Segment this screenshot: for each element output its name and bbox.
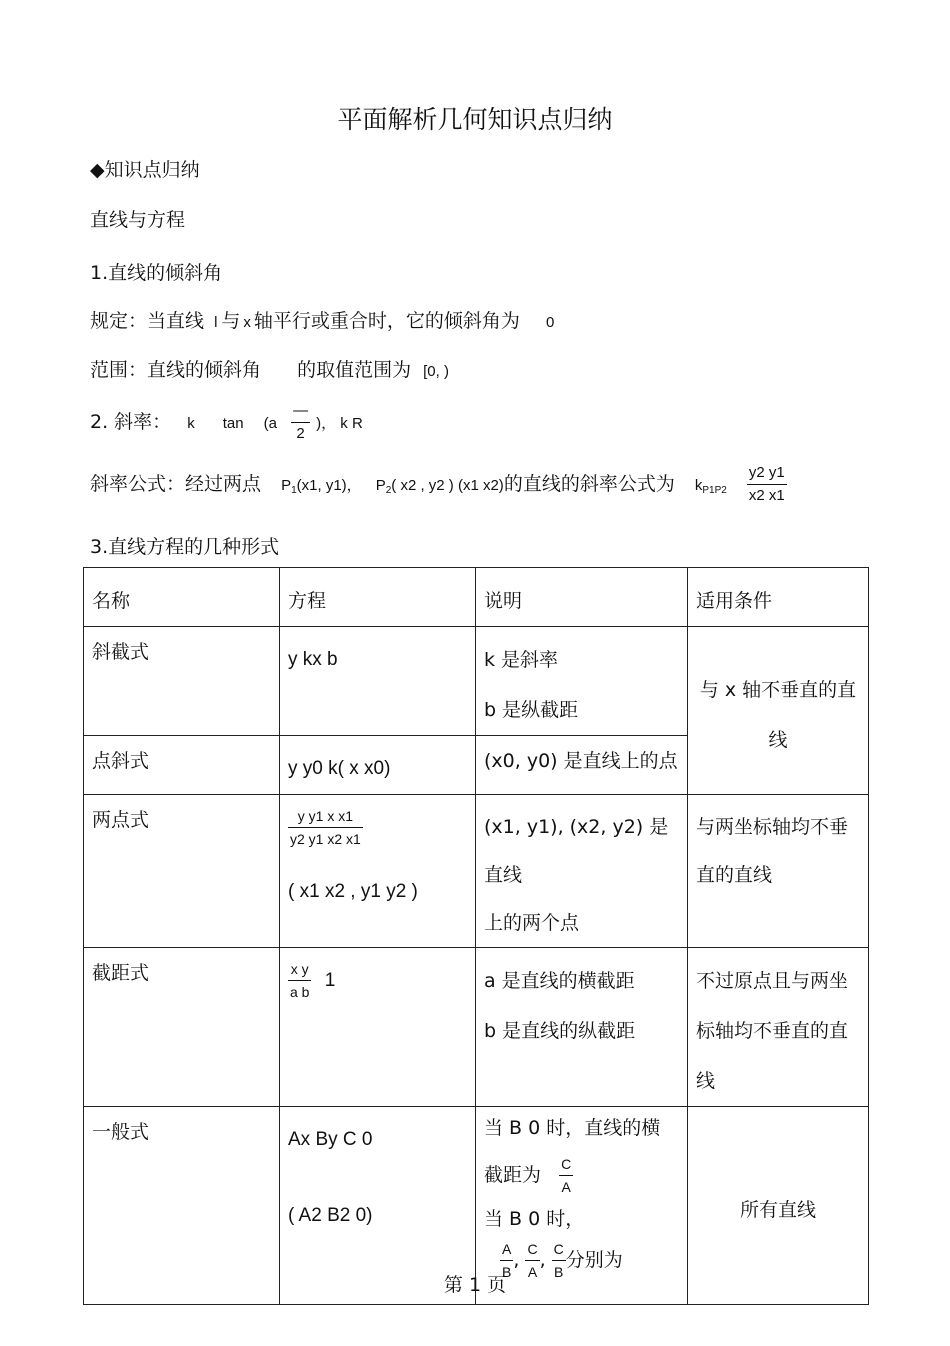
row-name: 一般式	[84, 1107, 280, 1305]
desc-fraction: $\frac{A}{B}$	[500, 1238, 513, 1283]
rule-mid: 与	[221, 310, 241, 332]
item1-heading: 1.直线的倾斜角	[90, 262, 223, 284]
header-equation: 方程	[280, 568, 476, 627]
rule-zero: 0	[545, 314, 555, 331]
rule-x: x	[243, 314, 251, 331]
twopoint-fraction: $\frac{\text{y y1 x x1}}{y2 y1 x2 x1}$	[288, 805, 363, 850]
formula-p2: $P_2$( x2 , y2 ) (x1 x2)	[375, 477, 504, 496]
formula-fraction: $\frac{y2 y1}{x2 x1}$	[748, 464, 785, 504]
slope-tan: tan	[222, 415, 244, 432]
row-condition: 所有直线	[688, 1107, 869, 1305]
header-description: 说明	[476, 568, 688, 627]
desc-fraction: $\frac{C}{A}$	[525, 1238, 539, 1283]
formula-k: $k_{P1P2}$	[694, 477, 727, 496]
range-interval: [0, )	[423, 363, 449, 380]
row-description: a 是直线的横截距 b 是直线的纵截距	[476, 948, 688, 1107]
slope-formula-line	[90, 462, 787, 507]
row-description: 当 B 0 时，直线的横 截距为 $\frac{C}{A}$ 当 B 0 时， $\frac{A}{B}$ , $\frac{C}{A}$ , $\frac{C}{B}$ 分别为	[476, 1107, 688, 1305]
range-label: 范围：直线的倾斜角	[90, 359, 262, 381]
desc-fractions-line: $\frac{A}{B}$ , $\frac{C}{A}$ , $\frac{C}{B}$ 分别为	[484, 1238, 679, 1283]
intercept-fraction: $\frac{\text{x y}}{\text{a b}}$	[288, 958, 311, 1003]
page-number: 第 1 页	[443, 1274, 507, 1296]
row-description: (x0, y0) 是直线上的点	[476, 736, 688, 795]
row-equation: y kx b	[280, 627, 476, 736]
row-name: 截距式	[84, 948, 280, 1107]
page-title: 平面解析几何知识点归纳	[337, 105, 613, 134]
rule-rest: 轴平行或重合时，它的倾斜角为	[253, 310, 520, 332]
formula-rest: 的直线的斜率公式为	[503, 473, 675, 495]
table-row	[84, 948, 869, 1107]
section-heading: ◆知识点归纳	[90, 159, 200, 181]
table-header-row	[84, 568, 869, 627]
header-condition: 适用条件	[688, 568, 869, 627]
row-description: k 是斜率 b 是纵截距	[476, 627, 688, 736]
slope-k: k	[187, 415, 195, 432]
row-name: 两点式	[84, 795, 280, 948]
slope-label: 2. 斜率：	[90, 411, 172, 433]
table-row	[84, 627, 869, 736]
desc-fraction: $\frac{C}{A}$	[559, 1153, 573, 1198]
slope-frac-num: —	[291, 400, 310, 423]
slope-fraction	[291, 400, 310, 445]
slope-after: )， k R	[316, 415, 363, 432]
range-line	[90, 355, 449, 382]
item3-heading: 3.直线方程的几种形式	[90, 536, 280, 558]
row-equation: Ax By C 0 ( A2 B2 0)	[280, 1107, 476, 1305]
row-condition: 不过原点且与两坐标轴均不垂直的直线	[688, 948, 869, 1107]
header-name: 名称	[84, 568, 280, 627]
row-equation: $\frac{\text{x y}}{\text{a b}}$ 1	[280, 948, 476, 1107]
row-equation: y y0 k( x x0)	[280, 736, 476, 795]
rule-label: 规定：当直线	[90, 310, 205, 332]
slope-line	[90, 400, 363, 445]
row-equation: $\frac{\text{y y1 x x1}}{y2 y1 x2 x1}$ ( x1 x2 , y1 y2 )	[280, 795, 476, 948]
slope-a: (a	[263, 415, 278, 432]
row-name: 点斜式	[84, 736, 280, 795]
table-row	[84, 795, 869, 948]
row-condition: 与两坐标轴均不垂直的直线	[688, 795, 869, 948]
formula-label: 斜率公式：经过两点	[90, 473, 262, 495]
slope-frac-den: 2	[296, 425, 305, 442]
row-condition: 与 x 轴不垂直的直线	[688, 627, 869, 795]
line-equation-table	[83, 567, 869, 1305]
row-name: 斜截式	[84, 627, 280, 736]
rule-line	[90, 306, 554, 333]
range-rest: 的取值范围为	[297, 359, 412, 381]
rule-l: l	[214, 314, 218, 331]
formula-p1: $P_1(x1$, y1)，	[281, 477, 362, 496]
desc-fraction: $\frac{C}{B}$	[552, 1238, 566, 1283]
subsection-heading: 直线与方程	[90, 209, 186, 231]
row-description: (x1, y1), (x2, y2) 是直线 上的两个点	[476, 795, 688, 948]
